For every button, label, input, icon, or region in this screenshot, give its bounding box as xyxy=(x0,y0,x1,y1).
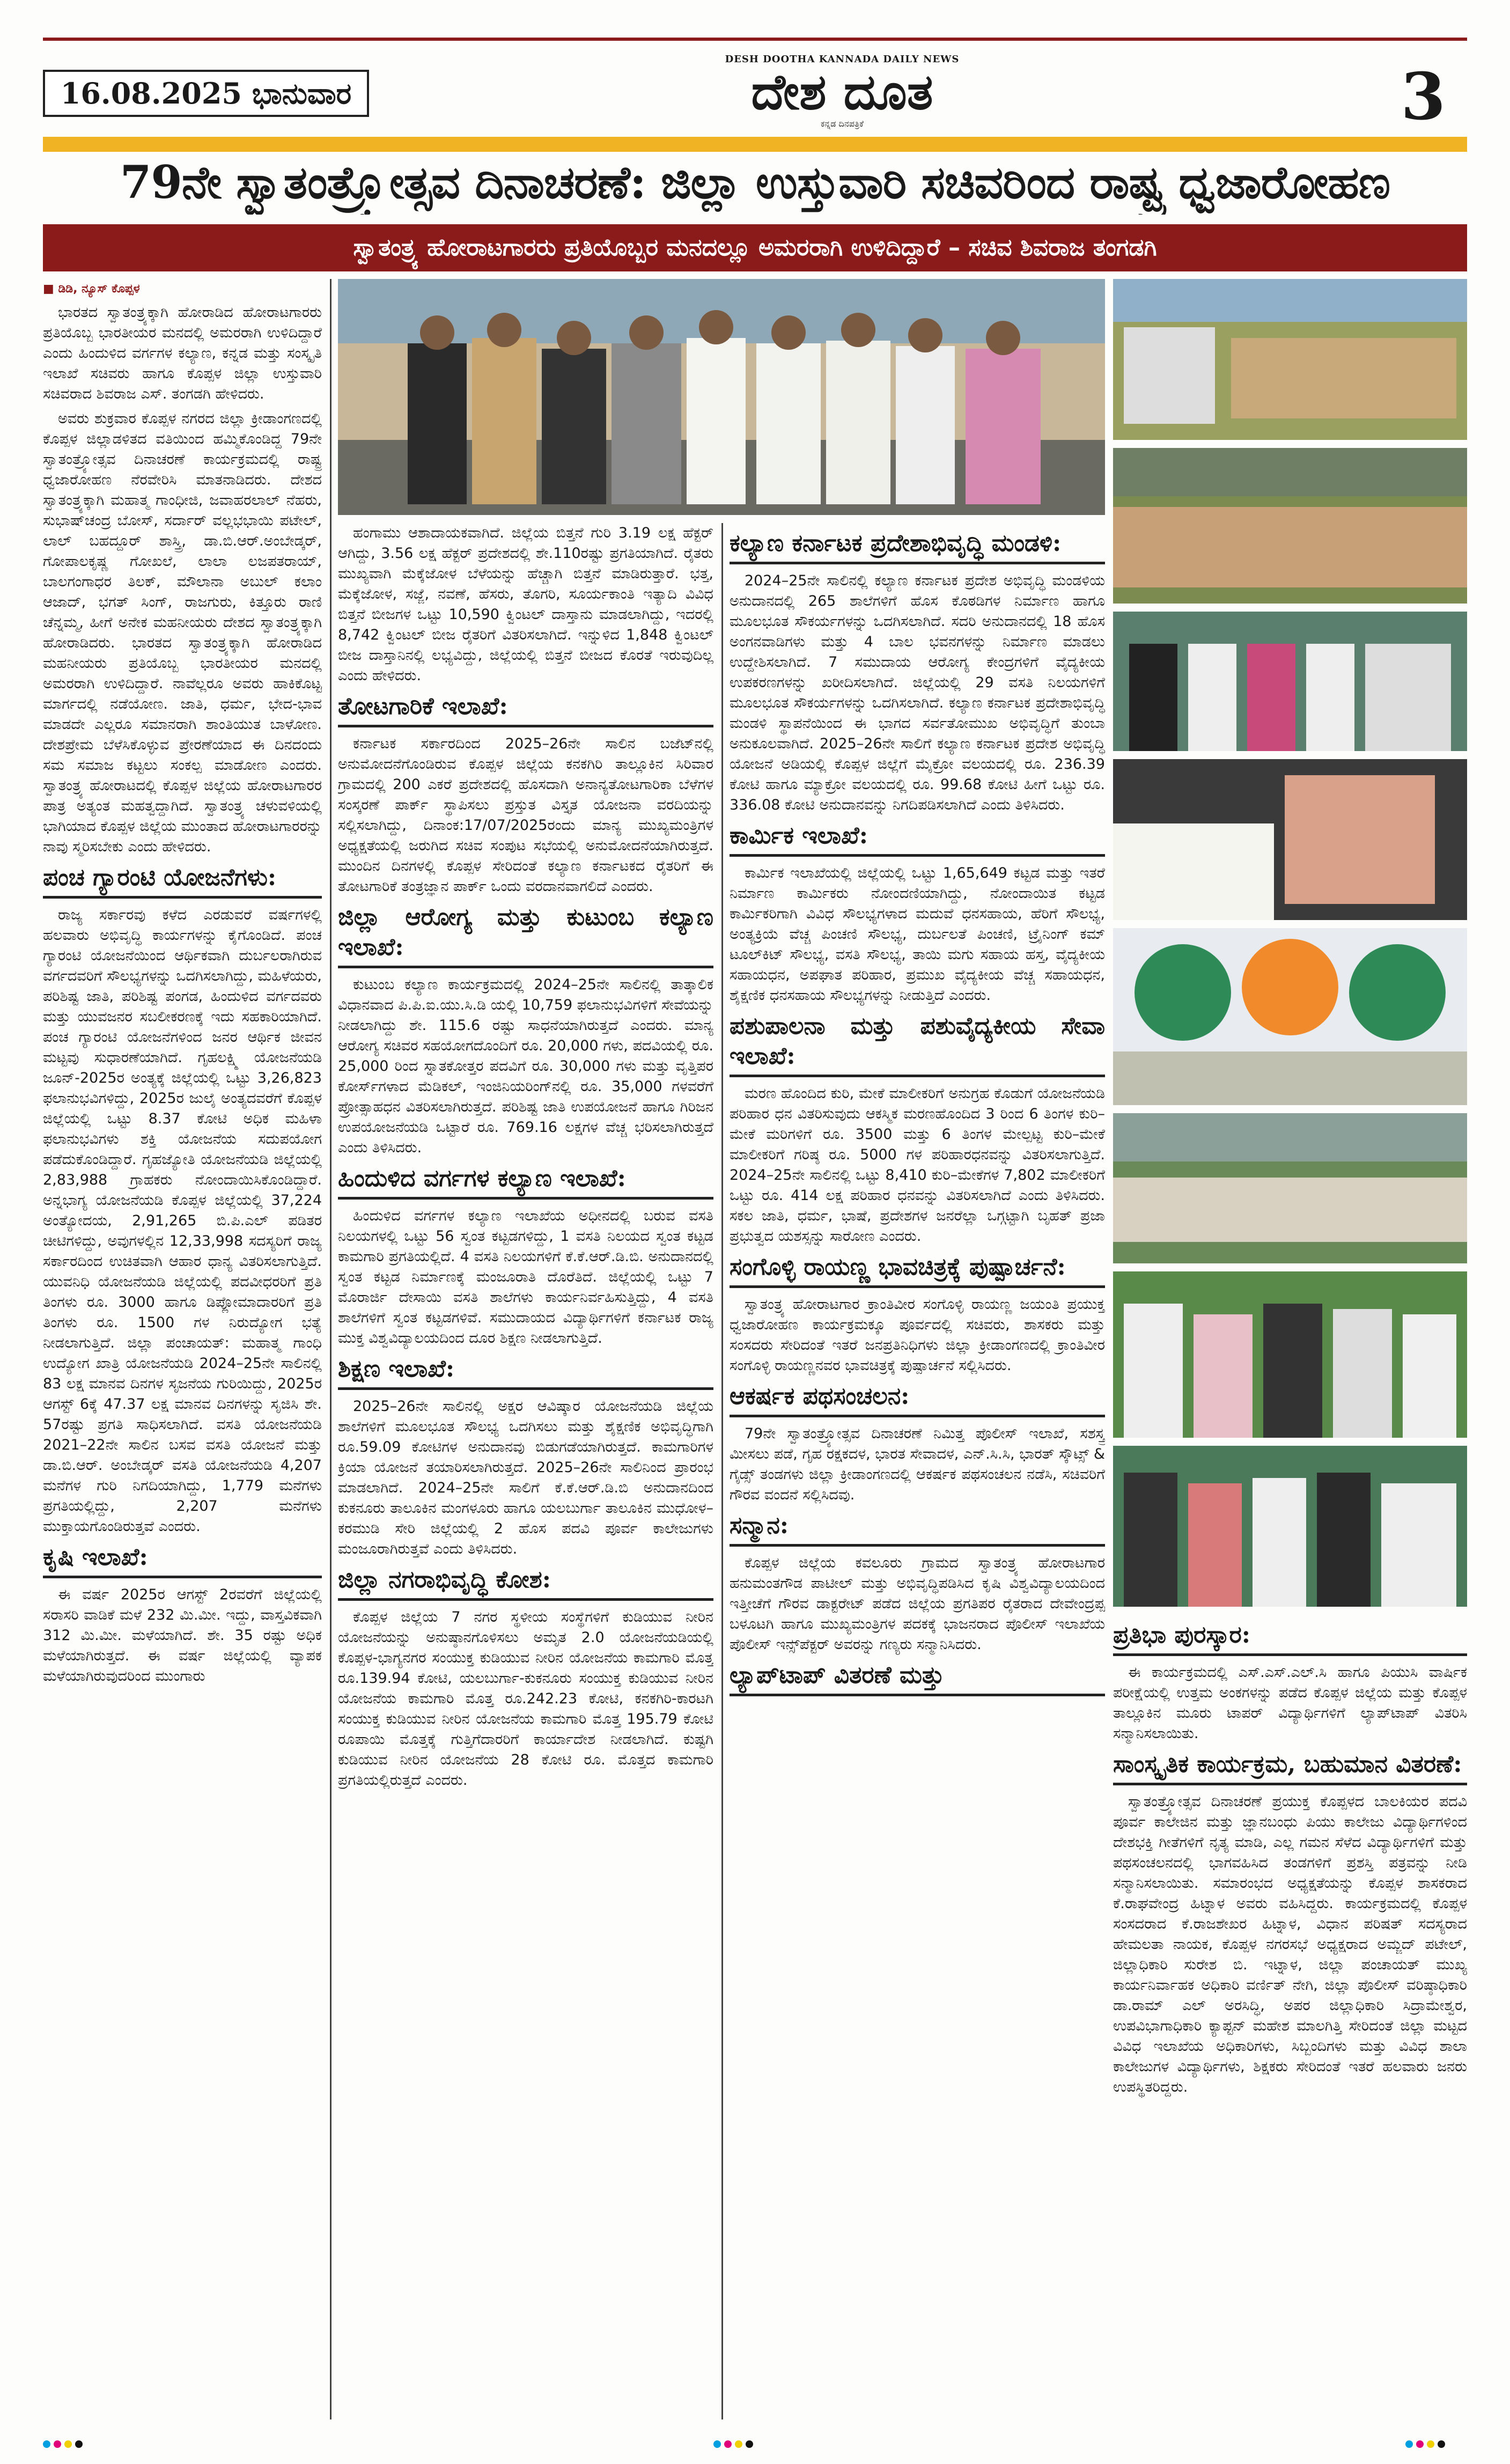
column-1 xyxy=(43,279,322,2425)
registration-dot xyxy=(746,2440,753,2448)
section-title-arogya: ಜಿಲ್ಲಾ ಆರೋಗ್ಯ ಮತ್ತು ಕುಟುಂಬ ಕಲ್ಯಾಣ ಇಲಾಖೆ: xyxy=(338,902,713,968)
section-text-sanskrutika: ಸ್ವಾತಂತ್ರ್ಯೋತ್ಸವ ದಿನಾಚರಣೆ ಪ್ರಯುಕ್ತ ಕೊಪ್ಪಳದ ಬಾಲಕಿಯರ ಪದವಿ ಪೂರ್ವ ಕಾಲೇಜಿನ ಮತ್ತು ಜ್ಞಾನಬಂಧು ಪಿಯು ಕಾಲೇಜು ವಿದ್ಯಾರ್ಥಿಗಳಿಂದ ದೇಶಭಕ್ತಿ ಗೀತೆಗಳಿಗೆ ನೃತ್ಯ ಮಾಡಿ, ಎಲ್ಲ ಗಮನ ಸೆಳೆದ ವಿದ್ಯಾರ್ಥಿಗಳಿಗೆ ಮತ್ತು ಪಥಸಂಚಲನದಲ್ಲಿ ಭಾಗವಹಿಸಿದ ತಂಡಗಳಿಗೆ ಪ್ರಶಸ್ತಿ ಪತ್ರವನ್ನು ನೀಡಿ ಸನ್ಮಾನಿಸಲಾಯಿತು. ಸಮಾರಂಭದ ಅಧ್ಯಕ್ಷತೆಯನ್ನು ಕೊಪ್ಪಳ ಶಾಸಕರಾದ ಕೆ.ರಾಘವೇಂದ್ರ ಹಿಟ್ನಾಳ ಅವರು ವಹಿಸಿದ್ದರು. ಕಾರ್ಯಕ್ರಮದಲ್ಲಿ ಕೊಪ್ಪಳ ಸಂಸದರಾದ ಕೆ.ರಾಜಶೇಖರ ಹಿಟ್ನಾಳ, ವಿಧಾನ ಪರಿಷತ್ ಸದಸ್ಯರಾದ ಹೇಮಲತಾ ನಾಯಕ, ಕೊಪ್ಪಳ ನಗರಸಭೆ ಅಧ್ಯಕ್ಷರಾದ ಅಮ್ಜದ್ ಪಟೇಲ್, ಜಿಲ್ಲಾಧಿಕಾರಿ ಸುರೇಶ ಬಿ. ಇಟ್ನಾಳ, ಜಿಲ್ಲಾ ಪಂಚಾಯತ್ ಮುಖ್ಯ ಕಾರ್ಯನಿರ್ವಾಹಕ ಅಧಿಕಾರಿ ವರ್ಣಿತ್ ನೇಗಿ, ಜಿಲ್ಲಾ ಪೊಲೀಸ್ ವರಿಷ್ಠಾಧಿಕಾರಿ ಡಾ.ರಾಮ್ ಎಲ್ ಅರಸಿದ್ಧಿ, ಅಪರ ಜಿಲ್ಲಾಧಿಕಾರಿ ಸಿದ್ರಾಮೇಶ್ವರ, ಉಪವಿಭಾಗಾಧಿಕಾರಿ ಕ್ಯಾಪ್ಟನ್ ಮಹೇಶ ಮಾಲಗಿತ್ತಿ ಸೇರಿದಂತೆ ಜಿಲ್ಲಾ ಮಟ್ಟದ ವಿವಿಧ ಇಲಾಖೆಯ ಅಧಿಕಾರಿಗಳು, ಸಿಬ್ಬಂದಿಗಳು ಮತ್ತು ವಿವಿಧ ಶಾಲಾ ಕಾಲೇಜುಗಳ ವಿದ್ಯಾರ್ಥಿಗಳು, ಶಿಕ್ಷಕರು ಸೇರಿದಂತೆ ಇತರೆ ಹಲವಾರು ಜನರು ಉಪಸ್ಥಿತರಿದ್ದರು. xyxy=(1113,1793,1467,2095)
column-2 xyxy=(338,523,713,2428)
intro-paragraph-1: ಭಾರತದ ಸ್ವಾತಂತ್ರ್ಯಕ್ಕಾಗಿ ಹೋರಾಡಿದ ಹೋರಾಟಗಾರರು ಪ್ರತಿಯೊಬ್ಬ ಭಾರತೀಯರ ಮನದಲ್ಲಿ ಅಮರರಾಗಿ ಉಳಿದಿದ್ದಾರೆ ಎಂದು ಹಿಂದುಳಿದ ವರ್ಗಗಳ ಕಲ್ಯಾಣ, ಕನ್ನಡ ಮತ್ತು ಸಂಸ್ಕೃತಿ ಇಲಾಖೆ ಸಚಿವರು ಹಾಗೂ ಕೊಪ್ಪಳ ಜಿಲ್ಲಾ ಉಸ್ತುವಾರಿ ಸಚಿವರಾದ ಶಿವರಾಜ ಎಸ್. ತಂಗಡಗಿ ಹೇಳಿದರು. xyxy=(43,304,322,402)
section-title-prathibha: ಪ್ರತಿಭಾ ಪುರಸ್ಕಾರ: xyxy=(1113,1620,1467,1656)
section-text-thotagarike: ಕರ್ನಾಟಕ ಸರ್ಕಾರದಿಂದ 2025–26ನೇ ಸಾಲಿನ ಬಜೆಟ್‌ನಲ್ಲಿ ಅನುಮೋದನೆಗೊಂಡಿರುವ ಕೊಪ್ಪಳ ಜಿಲ್ಲೆಯ ಕನಕಗಿರಿ ತಾಲ್ಲೂಕಿನ ಸಿರಿವಾರ ಗ್ರಾಮದಲ್ಲಿ 200 ಎಕರೆ ಪ್ರದೇಶದಲ್ಲಿ ಹೊಸದಾಗಿ ಅನಾನ್ಯತೋಟಗಾರಿಕಾ ಬೆಳೆಗಳ ಸಂಸ್ಕರಣೆ ಪಾರ್ಕ್ ಸ್ಥಾಪಿಸಲು ಪ್ರಸ್ತುತ ವಿಸ್ತೃತ ಯೋಜನಾ ವರದಿಯನ್ನು ಸಲ್ಲಿಸಲಾಗಿದ್ದು, ದಿನಾಂಕ:17/07/2025ರಂದು ಮಾನ್ಯ ಮುಖ್ಯಮಂತ್ರಿಗಳ ಅಧ್ಯಕ್ಷತೆಯಲ್ಲಿ ಜರುಗಿದ ಸಚಿವ ಸಂಪುಟ ಸಭೆಯಲ್ಲಿ ಅನುಮೋದನೆಯಾಗಿರುತ್ತದೆ. ಮುಂದಿನ ದಿನಗಳಲ್ಲಿ ಕೊಪ್ಪಳ ಸೇರಿದಂತೆ ಕಲ್ಯಾಣ ಕರ್ನಾಟಕದ ರೈತರಿಗೆ ಈ ತೋಟಗಾರಿಕೆ ತಂತ್ರಜ್ಞಾನ ಪಾರ್ಕ್ ಒಂದು ವರದಾನವಾಗಲಿದೆ ಎಂದರು. xyxy=(338,735,713,895)
sangolli-rayanna-tribute-photo-1 xyxy=(1113,612,1467,751)
section-text-pashupalana: ಮರಣ ಹೊಂದಿದ ಕುರಿ, ಮೇಕೆ ಮಾಲೀಕರಿಗೆ ಅನುಗ್ರಹ ಕೊಡುಗೆ ಯೋಜನೆಯಡಿ ಪರಿಹಾರ ಧನ ವಿತರಿಸುವುದು ಆಕಸ್ಮಿಕ ಮರಣಹೊಂದಿದ 3 ರಿಂದ 6 ತಿಂಗಳ ಕುರಿ–ಮೇಕೆ ಮರಿಗಳಿಗೆ ರೂ. 3500 ಮತ್ತು 6 ತಿಂಗಳ ಮೇಲ್ಪಟ್ಟ ಕುರಿ–ಮೇಕೆ ಮಾಲೀಕರಿಗೆ ಗರಿಷ್ಠ ರೂ. 5000 ಗಳ ಪರಿಹಾರಧನವನ್ನು ವಿತರಿಸಲಾಗುತ್ತಿದೆ. 2024–25ನೇ ಸಾಲಿನಲ್ಲಿ ಒಟ್ಟು 8,410 ಕುರಿ–ಮೇಕೆಗಳ 7,802 ಮಾಲೀಕರಿಗೆ ಒಟ್ಟು ರೂ. 414 ಲಕ್ಷ ಪರಿಹಾರ ಧನವನ್ನು ವಿತರಿಸಲಾಗಿದೆ ಎಂದು ತಿಳಿಸಿದರು. ಸಕಲ ಜಾತಿ, ಧರ್ಮ, ಭಾಷೆ, ಪ್ರದೇಶಗಳ ಜನರೆಲ್ಲಾ ಒಗ್ಗಟ್ಟಾಗಿ ಬೃಹತ್ ಪ್ರಜಾ ಪ್ರಭುತ್ವದ ಯಶಸ್ಸನ್ನು ಸಾರೋಣ ಎಂದರು. xyxy=(730,1085,1105,1245)
cultural-dance-photo xyxy=(1113,928,1467,1105)
sub-headline: ಸ್ವಾತಂತ್ರ್ಯ ಹೋರಾಟಗಾರರು ಪ್ರತಿಯೊಬ್ಬರ ಮನದಲ್ಲೂ ಅಮರರಾಗಿ ಉಳಿದಿದ್ದಾರೆ – ಸಚಿವ ಶಿವರಾಜ ತಂಗಡಗಿ xyxy=(43,224,1467,271)
parade-photo-1 xyxy=(1113,279,1467,440)
issue-date: 16.08.2025 ಭಾನುವಾರ xyxy=(43,70,369,117)
section-text-pancha-guarantee: ರಾಜ್ಯ ಸರ್ಕಾರವು ಕಳೆದ ಎರಡುವರೆ ವರ್ಷಗಳಲ್ಲಿ ಹಲವಾರು ಅಭಿವೃದ್ಧಿ ಕಾರ್ಯಗಳನ್ನು ಕೈಗೊಂಡಿದೆ. ಪಂಚ ಗ್ಯಾರಂಟಿ ಯೋಜನೆಯಿಂದ ಆರ್ಥಿಕವಾಗಿ ದುರ್ಬಲರಾಗಿರುವ ವರ್ಗದವರಿಗೆ ಸೌಲಭ್ಯಗಳನ್ನು ಒದಗಿಸಲಾಗಿದ್ದು, ಮಹಿಳೆಯರು, ಪರಿಶಿಷ್ಟ ಜಾತಿ, ಪರಿಶಿಷ್ಟ ಪಂಗಡ, ಹಿಂದುಳಿದ ವರ್ಗದವರು ಮತ್ತು ಯುವಜನರ ಸಬಲೀಕರಣಕ್ಕೆ ಇದು ಸಹಕಾರಿಯಾಗಿದೆ. ಪಂಚ ಗ್ಯಾರಂಟಿ ಯೋಜನೆಗಳಿಂದ ಜನರ ಆರ್ಥಿಕ ಜೀವನ ಮಟ್ಟವು ಸುಧಾರಣೆಯಾಗಿದೆ. ಗೃಹಲಕ್ಷ್ಮಿ ಯೋಜನೆಯಡಿ ಜೂನ್-2025ರ ಅಂತ್ಯಕ್ಕೆ ಜಿಲ್ಲೆಯಲ್ಲಿ ಒಟ್ಟು 3,26,823 ಫಲಾನುಭವಿಗಳಿದ್ದು, 2025ರ ಜುಲೈ ಅಂತ್ಯದವರೆಗೆ ಕೊಪ್ಪಳ ಜಿಲ್ಲೆಯಲ್ಲಿ ಒಟ್ಟು 8.37 ಕೋಟಿ ಅಧಿಕ ಮಹಿಳಾ ಫಲಾನುಭವಿಗಳು ಶಕ್ತಿ ಯೋಜನೆಯ ಸದುಪಯೋಗ ಪಡೆದುಕೊಂಡಿದ್ದಾರೆ. ಗೃಹಜ್ಯೋತಿ ಯೋಜನೆಯಡಿ ಜಿಲ್ಲೆಯಲ್ಲಿ 2,83,988 ಗ್ರಾಹಕರು ನೋಂದಾಯಿಸಿಕೊಂಡಿದ್ದಾರೆ. ಅನ್ನಭಾಗ್ಯ ಯೋಜನೆಯಡಿ ಕೊಪ್ಪಳ ಜಿಲ್ಲೆಯಲ್ಲಿ 37,224 ಅಂತ್ಯೋದಯ, 2,91,265 ಬಿ.ಪಿ.ಎಲ್ ಪಡಿತರ ಚೀಟಿಗಳಿದ್ದು, ಅವುಗಳಲ್ಲಿನ 12,33,998 ಸದಸ್ಯರಿಗೆ ರಾಜ್ಯ ಸರ್ಕಾರದಿಂದ ಉಚಿತವಾಗಿ ಆಹಾರ ಧಾನ್ಯ ವಿತರಿಸಲಾಗುತ್ತಿದೆ. ಯುವನಿಧಿ ಯೋಜನೆಯಡಿ ಜಿಲ್ಲೆಯಲ್ಲಿ ಪದವೀಧರರಿಗೆ ಪ್ರತಿ ತಿಂಗಳು ರೂ. 3000 ಹಾಗೂ ಡಿಪ್ಲೋಮಾದಾರರಿಗೆ ಪ್ರತಿ ತಿಂಗಳು ರೂ. 1500 ಗಳ ನಿರುದ್ಯೋಗ ಭತ್ಯೆ ನೀಡಲಾಗುತ್ತಿದೆ. ಜಿಲ್ಲಾ ಪಂಚಾಯತ್: ಮಹಾತ್ಮ ಗಾಂಧಿ ಉದ್ಯೋಗ ಖಾತ್ರಿ ಯೋಜನೆಯಡಿ 2024–25ನೇ ಸಾಲಿನಲ್ಲಿ 83 ಲಕ್ಷ ಮಾನವ ದಿನಗಳ ಸೃಜನೆಯ ಗುರಿಯಿದ್ದು, 2025ರ ಆಗಸ್ಟ್ 6ಕ್ಕೆ 47.37 ಲಕ್ಷ ಮಾನವ ದಿನಗಳನ್ನು ಸೃಜಿಸಿ ಶೇ. 57ರಷ್ಟು ಪ್ರಗತಿ ಸಾಧಿಸಲಾಗಿದೆ. ವಸತಿ ಯೋಜನೆಯಡಿ 2021–22ನೇ ಸಾಲಿನ ಬಸವ ವಸತಿ ಯೋಜನೆ ಮತ್ತು ಡಾ.ಬಿ.ಆರ್. ಅಂಬೇಡ್ಕರ್ ವಸತಿ ಯೋಜನೆಯಡಿ 4,207 ಮನೆಗಳ ಗುರಿ ನಿಗದಿಯಾಗಿದ್ದು, 1,779 ಮನೆಗಳು ಪ್ರಗತಿಯಲ್ಲಿದ್ದು, 2,207 ಮನೆಗಳು ಮುಕ್ತಾಯಗೊಂಡಿರುತ್ತವೆ ಎಂದರು. xyxy=(43,907,322,1535)
column-divider xyxy=(721,523,723,2419)
section-text-krushi: ಈ ವರ್ಷ 2025ರ ಆಗಸ್ಟ್ 2ರವರೆಗೆ ಜಿಲ್ಲೆಯಲ್ಲಿ ಸರಾಸರಿ ವಾಡಿಕೆ ಮಳೆ 232 ಮಿ.ಮೀ. ಇದ್ದು, ವಾಸ್ತವಿಕವಾಗಿ 312 ಮಿ.ಮೀ. ಮಳೆಯಾಗಿದೆ. ಶೇ. 35 ರಷ್ಟು ಅಧಿಕ ಮಳೆಯಾಗಿರುತ್ತದೆ. ಈ ವರ್ಷ ಜಿಲ್ಲೆಯಲ್ಲಿ ವ್ಯಾಪಕ ಮಳೆಯಾಗಿರುವುದರಿಂದ ಮುಂಗಾರು xyxy=(43,1586,322,1685)
parade-photo-2 xyxy=(1113,448,1467,604)
section-title-laptop: ಲ್ಯಾಪ್‌ಟಾಪ್ ವಿತರಣೆ ಮತ್ತು xyxy=(730,1660,1105,1696)
section-text-nagarabhivruddhi: ಕೊಪ್ಪಳ ಜಿಲ್ಲೆಯ 7 ನಗರ ಸ್ಥಳೀಯ ಸಂಸ್ಥೆಗಳಿಗೆ ಕುಡಿಯುವ ನೀರಿನ ಯೋಜನೆಯನ್ನು ಅನುಷ್ಠಾನಗೊಳಿಸಲು ಅಮೃತ 2.0 ಯೋಜನೆಯಡಿಯಲ್ಲಿ ಕೊಪ್ಪಳ-ಭಾಗ್ಯನಗರ ಸಂಯುಕ್ತ ಕುಡಿಯುವ ನೀರಿನ ಯೋಜನೆಯ ಕಾಮಗಾರಿ ಮೊತ್ತ ರೂ.139.94 ಕೋಟಿ, ಯಲಬುರ್ಗಾ-ಕುಕನೂರು ಸಂಯುಕ್ತ ಕುಡಿಯುವ ನೀರಿನ ಯೋಜನೆಯ ಕಾಮಗಾರಿ ಮೊತ್ತ ರೂ.242.23 ಕೋಟಿ, ಕನಕಗಿರಿ-ಕಾರಟಗಿ ಸಂಯುಕ್ತ ಕುಡಿಯುವ ನೀರಿನ ಯೋಜನೆಯ ಕಾಮಗಾರಿ ಮೊತ್ತ 195.79 ಕೋಟಿ ರೂಪಾಯಿ ಮೊತ್ತಕ್ಕೆ ಗುತ್ತಿಗೆದಾರರಿಗೆ ಕಾರ್ಯಾದೇಶ ನೀಡಲಾಗಿದೆ. ಕುಷ್ಟಗಿ ಕುಡಿಯುವ ನೀರಿನ ಯೋಜನೆಯ 28 ಕೋಟಿ ರೂ. ಮೊತ್ತದ ಕಾಮಗಾರಿ ಪ್ರಗತಿಯಲ್ಲಿರುತ್ತದೆ ಎಂದರು. xyxy=(338,1609,713,1789)
brand-english-name: DESH DOOTHA KANNADA DAILY NEWS xyxy=(725,54,960,65)
byline: ■ ಡಿಡಿ, ನ್ಯೂಸ್ ಕೊಪ್ಪಳ xyxy=(43,282,140,296)
masthead xyxy=(43,54,1467,134)
laptop-distribution-photo-2 xyxy=(1113,1446,1467,1607)
section-text-hindulida: ಹಿಂದುಳಿದ ವರ್ಗಗಳ ಕಲ್ಯಾಣ ಇಲಾಖೆಯ ಅಧೀನದಲ್ಲಿ ಬರುವ ವಸತಿ ನಿಲಯಗಳಲ್ಲಿ ಒಟ್ಟು 56 ಸ್ವಂತ ಕಟ್ಟಡಗಳಿದ್ದು, 1 ವಸತಿ ನಿಲಯದ ಸ್ವಂತ ಕಟ್ಟಡ ಕಾಮಗಾರಿ ಪ್ರಗತಿಯಲ್ಲಿದೆ. 4 ವಸತಿ ನಿಲಯಗಳಿಗೆ ಕೆ.ಕೆ.ಆರ್.ಡಿ.ಬಿ. ಅನುದಾನದಲ್ಲಿ ಸ್ವಂತ ಕಟ್ಟಡ ನಿರ್ಮಾಣಕ್ಕೆ ಮಂಜೂರಾತಿ ದೊರೆತಿದೆ. ಜಿಲ್ಲೆಯಲ್ಲಿ ಒಟ್ಟು 7 ಮೊರಾರ್ಜಿ ದೇಸಾಯಿ ವಸತಿ ಶಾಲೆಗಳು ಕಾರ್ಯನಿರ್ವಹಿಸುತ್ತಿದ್ದು, 4 ವಸತಿ ಶಾಲೆಗಳಿಗೆ ಸ್ವಂತ ಕಟ್ಟಡಗಳಿವೆ. ಸಮುದಾಯದ ವಿದ್ಯಾರ್ಥಿಗಳಿಗೆ ಕರ್ನಾಟಕ ರಾಜ್ಯ ಮುಕ್ತ ವಿಶ್ವವಿದ್ಯಾಲಯದಿಂದ ದೂರ ಶಿಕ್ಷಣ ನೀಡಲಾಗುತ್ತಿದೆ. xyxy=(338,1208,713,1347)
main-headline: 79ನೇ ಸ್ವಾತಂತ್ರ್ಯೋತ್ಸವ ದಿನಾಚರಣೆ: ಜಿಲ್ಲಾ ಉಸ್ತುವಾರಿ ಸಚಿವರಿಂದ ರಾಷ್ಟ್ರ ಧ್ವಜಾರೋಹಣ xyxy=(120,156,1390,209)
top-rule xyxy=(43,38,1467,41)
section-text-krushi-continued: ಹಂಗಾಮು ಆಶಾದಾಯಕವಾಗಿದೆ. ಜಿಲ್ಲೆಯ ಬಿತ್ತನೆ ಗುರಿ 3.19 ಲಕ್ಷ ಹೆಕ್ಟರ್ ಆಗಿದ್ದು, 3.56 ಲಕ್ಷ ಹೆಕ್ಟರ್ ಪ್ರದೇಶದಲ್ಲಿ ಶೇ.110ರಷ್ಟು ಪ್ರಗತಿಯಾಗಿದೆ. ರೈತರು ಮುಖ್ಯವಾಗಿ ಮೆಕ್ಕೆಜೋಳ ಬೆಳೆಯನ್ನು ಹೆಚ್ಚಾಗಿ ಬಿತ್ತನೆ ಮಾಡಿರುತ್ತಾರೆ. ಭತ್ತ, ಮೆಕ್ಕೆಜೋಳ, ಸಜ್ಜೆ, ನವಣೆ, ಹೆಸರು, ತೊಗರಿ, ಸೂರ್ಯಕಾಂತಿ ಇತ್ಯಾದಿ ವಿವಿಧ ಬಿತ್ತನೆ ಬೀಜಗಳ ಒಟ್ಟು 10,590 ಕ್ವಿಂಟಲ್ ದಾಸ್ತಾನು ಮಾಡಲಾಗಿದ್ದು, ಇದರಲ್ಲಿ 8,742 ಕ್ವಿಂಟಲ್ ಬೀಜ ರೈತರಿಗೆ ವಿತರಿಸಲಾಗಿದೆ. ಇನ್ನುಳಿದ 1,848 ಕ್ವಿಂಟಲ್ ಬೀಜ ದಾಸ್ತಾನಿನಲ್ಲಿ ಲಭ್ಯವಿದ್ದು, ಜಿಲ್ಲೆಯಲ್ಲಿ ಬಿತ್ತನೆ ಬೀಜದ ಕೊರತೆ ಇರುವುದಿಲ್ಲ ಎಂದು ಹೇಳಿದರು. xyxy=(338,525,713,684)
section-text-sanmana: ಕೊಪ್ಪಳ ಜಿಲ್ಲೆಯ ಕವಲೂರು ಗ್ರಾಮದ ಸ್ವಾತಂತ್ರ್ಯ ಹೋರಾಟಗಾರ ಹನುಮಂತಗೌಡ ಪಾಟೀಲ್ ಮತ್ತು ಅಭಿವೃದ್ಧಿಪಡಿಸಿದ ಕೃಷಿ ವಿಶ್ವವಿದ್ಯಾಲಯದಿಂದ ಇತ್ತೀಚೆಗೆ ಗೌರವ ಡಾಕ್ಟರೇಟ್ ಪಡೆದ ಜಿಲ್ಲೆಯ ಪ್ರಗತಿಪರ ರೈತರಾದ ದೇವೇಂದ್ರಪ್ಪ ಬಳೂಟಗಿ ಹಾಗೂ ಮುಖ್ಯಮಂತ್ರಿಗಳ ಪದಕಕ್ಕೆ ಭಾಜನರಾದ ಪೊಲೀಸ್ ಇಲಾಖೆಯ ಪೊಲೀಸ್ ಇನ್ಸ್‌ಪೆಕ್ಟರ್ ಅವರನ್ನು ಗಣ್ಯರು ಸನ್ಮಾನಿಸಿದರು. xyxy=(730,1555,1105,1653)
section-title-hindulida: ಹಿಂದುಳಿದ ವರ್ಗಗಳ ಕಲ್ಯಾಣ ಇಲಾಖೆ: xyxy=(338,1164,713,1200)
column-4 xyxy=(1113,1615,1467,2425)
section-title-sanskrutika: ಸಾಂಸ್ಕೃತಿಕ ಕಾರ್ಯಕ್ರಮ, ಬಹುಮಾನ ವಿತರಣೆ: xyxy=(1113,1749,1467,1785)
section-title-pathasanchalana: ಆಕರ್ಷಕ ಪಥಸಂಚಲನ: xyxy=(730,1381,1105,1417)
section-text-pathasanchalana: 79ನೇ ಸ್ವಾತಂತ್ರ್ಯೋತ್ಸವ ದಿನಾಚರಣೆ ನಿಮಿತ್ತ ಪೊಲೀಸ್ ಇಲಾಖೆ, ಸಶಸ್ತ್ರ ಮೀಸಲು ಪಡೆ, ಗೃಹ ರಕ್ಷಕದಳ, ಭಾರತ ಸೇವಾದಳ, ಎನ್.ಸಿ.ಸಿ, ಭಾರತ್ ಸ್ಕೌಟ್ಸ್ & ಗೈಡ್ಸ್ ತಂಡಗಳು ಜಿಲ್ಲಾ ಕ್ರೀಡಾಂಗಣದಲ್ಲಿ ಆಕರ್ಷಕ ಪಥಸಂಚಲನ ನಡೆಸಿ, ಸಚಿವರಿಗೆ ಗೌರವ ವಂದನೆ ಸಲ್ಲಿಸಿದವು. xyxy=(730,1425,1105,1503)
column-divider xyxy=(330,279,332,2419)
registration-marks-right xyxy=(1405,2440,1448,2448)
section-title-karmika: ಕಾರ್ಮಿಕ ಇಲಾಖೆ: xyxy=(730,821,1105,857)
section-text-prathibha: ಈ ಕಾರ್ಯಕ್ರಮದಲ್ಲಿ ಎಸ್.ಎಸ್.ಎಲ್.ಸಿ ಹಾಗೂ ಪಿಯುಸಿ ವಾರ್ಷಿಕ ಪರೀಕ್ಷೆಯಲ್ಲಿ ಉತ್ತಮ ಅಂಕಗಳನ್ನು ಪಡೆದ ಕೊಪ್ಪಳ ಜಿಲ್ಲೆಯ ಮತ್ತು ಕೊಪ್ಪಳ ತಾಲ್ಲೂಕಿನ ಮೂರು ಟಾಪರ್ ವಿದ್ಯಾರ್ಥಿಗಳಿಗೆ ಲ್ಯಾಪ್‌ಟಾಪ್ ವಿತರಿಸಿ ಸನ್ಮಾನಿಸಲಾಯಿತು. xyxy=(1113,1664,1467,1742)
registration-dot xyxy=(43,2440,50,2448)
section-text-karmika: ಕಾರ್ಮಿಕ ಇಲಾಖೆಯಲ್ಲಿ ಜಿಲ್ಲೆಯಲ್ಲಿ ಒಟ್ಟು 1,65,649 ಕಟ್ಟಡ ಮತ್ತು ಇತರೆ ನಿರ್ಮಾಣ ಕಾರ್ಮಿಕರು ನೋಂದಣಿಯಾಗಿದ್ದು, ನೋಂದಾಯಿತ ಕಟ್ಟಡ ಕಾರ್ಮಿಕರಿಗಾಗಿ ವಿವಿಧ ಸೌಲಭ್ಯಗಳಾದ ಮದುವೆ ಧನಸಹಾಯ, ಹೆರಿಗೆ ಸೌಲಭ್ಯ, ಅಂತ್ಯಕ್ರಿಯೆ ವೆಚ್ಚ ಪಿಂಚಣಿ ಸೌಲಭ್ಯ, ದುರ್ಬಲತೆ ಪಿಂಚಣಿ, ಟ್ರೈನಿಂಗ್ ಕಮ್ ಟೂಲ್‌ಕಿಟ್ ಸೌಲಭ್ಯ, ವಸತಿ ಸೌಲಭ್ಯ, ತಾಯಿ ಮಗು ಸಹಾಯ ಹಸ್ತ, ವೈದ್ಯಕೀಯ ಸಹಾಯಧನ, ಅಪಘಾತ ಪರಿಹಾರ, ಪ್ರಮುಖ ವೈದ್ಯಕೀಯ ವೆಚ್ಚ ಸಹಾಯಧನ, ಶೈಕ್ಷಣಿಕ ಧನಸಹಾಯ ಸೌಲಭ್ಯಗಳನ್ನು ನೀಡುತ್ತಿದೆ ಎಂದರು. xyxy=(730,865,1105,1004)
registration-dot xyxy=(713,2440,721,2448)
newspaper-brand xyxy=(681,54,1003,134)
masthead-color-bar xyxy=(43,137,1467,152)
section-title-krushi: ಕೃಷಿ ಇಲಾಖೆ: xyxy=(43,1542,322,1578)
intro-paragraph-2: ಅವರು ಶುಕ್ರವಾರ ಕೊಪ್ಪಳ ನಗರದ ಜಿಲ್ಲಾ ಕ್ರೀಡಾಂಗಣದಲ್ಲಿ ಕೊಪ್ಪಳ ಜಿಲ್ಲಾಡಳಿತದ ವತಿಯಿಂದ ಹಮ್ಮಿಕೊಂಡಿದ್ದ 79ನೇ ಸ್ವಾತಂತ್ರ್ಯೋತ್ಸವ ದಿನಾಚರಣೆ ಕಾರ್ಯಕ್ರಮದಲ್ಲಿ ರಾಷ್ಟ್ರ ಧ್ವಜಾರೋಹಣ ನೆರವೇರಿಸಿ ಮಾತನಾಡಿದರು. ದೇಶದ ಸ್ವಾತಂತ್ರ್ಯಕ್ಕಾಗಿ ಮಹಾತ್ಮ ಗಾಂಧೀಜಿ, ಜವಾಹರಲಾಲ್ ನೆಹರು, ಸುಭಾಷ್‌ಚಂದ್ರ ಬೋಸ್, ಸರ್ದಾರ್ ವಲ್ಲಭಭಾಯಿ ಪಟೇಲ್, ಲಾಲ್ ಬಹದ್ದೂರ್ ಶಾಸ್ತ್ರಿ, ಡಾ.ಬಿ.ಆರ್.ಅಂಬೇಡ್ಕರ್, ಗೋಪಾಲಕೃಷ್ಣ ಗೋಖಲೆ, ಲಾಲಾ ಲಜಪತರಾಯ್, ಬಾಲಗಂಗಾಧರ ತಿಲಕ್, ಮೌಲಾನಾ ಅಬುಲ್ ಕಲಾಂ ಆಜಾದ್, ಭಗತ್ ಸಿಂಗ್, ರಾಜಗುರು, ಕಿತ್ತೂರು ರಾಣಿ ಚೆನ್ನಮ್ಮ, ಹೀಗೆ ಅನೇಕ ಮಹನೀಯರು ದೇಶದ ಸ್ವಾತಂತ್ರ್ಯಕ್ಕಾಗಿ ಹೋರಾಡಿದರು. ಭಾರತದ ಸ್ವಾತಂತ್ರ್ಯಕ್ಕಾಗಿ ಹೋರಾಡಿದ ಮಹನೀಯರು ಪ್ರತಿಯೊಬ್ಬ ಭಾರತೀಯರ ಮನದಲ್ಲಿ ಅಮರರಾಗಿ ಉಳಿದಿದ್ದಾರೆ. ನಾವೆಲ್ಲರೂ ಅವರು ಹಾಕಿಕೊಟ್ಟ ಮಾರ್ಗದಲ್ಲಿ ನಡೆಯೋಣ. ಜಾತಿ, ಧರ್ಮ, ಭೇದ-ಭಾವ ಮಾಡದೇ ಎಲ್ಲರೂ ಸಮಾನರಾಗಿ ಶಾಂತಿಯುತ ಬಾಳೋಣ. ದೇಶಪ್ರೇಮ ಬೆಳೆಸಿಕೊಳ್ಳುವ ಪ್ರೇರಣೆಯಾದ ಈ ದಿನದಂದು ಸಮ ಸಮಾಜ ಕಟ್ಟಲು ಸಂಕಲ್ಪ ಮಾಡೋಣ ಎಂದರು. ಸ್ವಾತಂತ್ರ್ಯ ಹೋರಾಟದಲ್ಲಿ ಕೊಪ್ಪಳ ಜಿಲ್ಲೆಯ ಹೋರಾಟಗಾರರ ಪಾತ್ರ ಅತ್ಯಂತ ಮಹತ್ವದ್ದಾಗಿದೆ. ಸ್ವಾತಂತ್ರ್ಯ ಚಳುವಳಿಯಲ್ಲಿ ಭಾಗಿಯಾದ ಕೊಪ್ಪಳ ಜಿಲ್ಲೆಯ ಮುಂತಾದ ಹೋರಾಟಗಾರರನ್ನು ನಾವು ಸ್ಮರಿಸಬೇಕು ಎಂದು ಹೇಳಿದರು. xyxy=(43,410,322,855)
section-title-pancha-guarantee: ಪಂಚ ಗ್ಯಾರಂಟಿ ಯೋಜನೆಗಳು: xyxy=(43,863,322,899)
section-title-thotagarike: ತೋಟಗಾರಿಕೆ ಇಲಾಖೆ: xyxy=(338,692,713,727)
flag-hoisting-photo xyxy=(338,279,1105,515)
section-title-pashupalana: ಪಶುಪಾಲನಾ ಮತ್ತು ಪಶುವೈದ್ಯಕೀಯ ಸೇವಾ ಇಲಾಖೆ: xyxy=(730,1011,1105,1077)
brand-tagline: ಕನ್ನಡ ದಿನಪತ್ರಿಕೆ xyxy=(820,119,864,129)
students-performance-photo xyxy=(1113,1113,1467,1263)
registration-dot xyxy=(724,2440,732,2448)
registration-dot xyxy=(1438,2440,1445,2448)
registration-dot xyxy=(1405,2440,1413,2448)
brand-logo: ದೇಶ ದೂತ xyxy=(751,63,933,121)
section-text-sangolli: ಸ್ವಾತಂತ್ರ್ಯ ಹೋರಾಟಗಾರ ಕ್ರಾಂತಿವೀರ ಸಂಗೊಳ್ಳಿ ರಾಯಣ್ಣ ಜಯಂತಿ ಪ್ರಯುಕ್ತ ಧ್ವಜಾರೋಹಣ ಕಾರ್ಯಕ್ರಮಕ್ಕೂ ಪೂರ್ವದಲ್ಲಿ ಸಚಿವರು, ಶಾಸಕರು ಮತ್ತು ಸಂಸದರು ಸೇರಿದಂತೆ ಇತರೆ ಜನಪ್ರತಿನಿಧಿಗಳು ಜಿಲ್ಲಾ ಕ್ರೀಡಾಂಗಣದಲ್ಲಿ ಕ್ರಾಂತಿವೀರ ಸಂಗೊಳ್ಳಿ ರಾಯಣ್ಣನವರ ಭಾವಚಿತ್ರಕ್ಕೆ ಪುಷ್ಪಾರ್ಚನೆ ಸಲ್ಲಿಸಿದರು. xyxy=(730,1296,1105,1374)
registration-dot xyxy=(75,2440,83,2448)
section-title-kalyana-karnataka: ಕಲ್ಯಾಣ ಕರ್ನಾಟಕ ಪ್ರದೇಶಾಭಿವೃದ್ಧಿ ಮಂಡಳಿ: xyxy=(730,528,1105,564)
registration-marks-center xyxy=(713,2440,756,2448)
laptop-distribution-photo-1 xyxy=(1113,1271,1467,1438)
section-title-sanmana: ಸನ್ಮಾನ: xyxy=(730,1511,1105,1547)
section-text-shikshana: 2025–26ನೇ ಸಾಲಿನಲ್ಲಿ ಅಕ್ಷರ ಆವಿಷ್ಕಾರ ಯೋಜನೆಯಡಿ ಜಿಲ್ಲೆಯ ಶಾಲೆಗಳಿಗೆ ಮೂಲಭೂತ ಸೌಲಭ್ಯ ಒದಗಿಸಲು ಮತ್ತು ಶೈಕ್ಷಣಿಕ ಅಭಿವೃದ್ಧಿಗಾಗಿ ರೂ.59.09 ಕೋಟಿಗಳ ಅನುದಾನವು ಬಿಡುಗಡೆಯಾಗಿರುತ್ತದೆ. ಕಾಮಗಾರಿಗಳ ಕ್ರಿಯಾ ಯೋಜನೆ ತಯಾರಿಸಲಾಗಿರುತ್ತದೆ. 2025–26ನೇ ಸಾಲಿನಿಂದ ಪ್ರಾರಂಭ ಮಾಡಲಾಗಿದೆ. 2024–25ನೇ ಸಾಲಿಗೆ ಕೆ.ಕೆ.ಆರ್.ಡಿ.ಬಿ ಅನುದಾನದಿಂದ ಕುಕನೂರು ತಾಲೂಕಿನ ಮಂಗಳೂರು ಹಾಗೂ ಯಲಬುರ್ಗಾ ತಾಲೂಕಿನ ಮುಧೋಳ–ಕರಮುಡಿ ಸೇರಿ ಜಿಲ್ಲೆಯಲ್ಲಿ 2 ಹೊಸ ಪದವಿ ಪೂರ್ವ ಕಾಲೇಜುಗಳು ಮಂಜೂರಾಗಿರುತ್ತವೆ ಎಂದು ತಿಳಿಸಿದರು. xyxy=(338,1398,713,1557)
page-number: 3 xyxy=(1401,59,1446,135)
section-title-nagarabhivruddhi: ಜಿಲ್ಲಾ ನಗರಾಭಿವೃದ್ಧಿ ಕೋಶ: xyxy=(338,1565,713,1601)
column-3 xyxy=(730,523,1105,2428)
registration-dot xyxy=(1416,2440,1424,2448)
section-text-arogya: ಕುಟುಂಬ ಕಲ್ಯಾಣ ಕಾರ್ಯಕ್ರಮದಲ್ಲಿ 2024–25ನೇ ಸಾಲಿನಲ್ಲಿ ತಾತ್ಕಾಲಿಕ ವಿಧಾನವಾದ ಪಿ.ಪಿ.ಐ.ಯು.ಸಿ.ಡಿ ಯಲ್ಲಿ 10,759 ಫಲಾನುಭವಿಗಳಿಗೆ ಸೇವೆಯನ್ನು ನೀಡಲಾಗಿದ್ದು ಶೇ. 115.6 ರಷ್ಟು ಸಾಧನೆಯಾಗಿರುತ್ತದೆ ಎಂದರು. ಮಾನ್ಯ ಆರೋಗ್ಯ ಸಚಿವರ ಸಹಯೋಗದೊಂದಿಗೆ ರೂ. 20,000 ಗಳು, ಪದವಿಯಲ್ಲಿ ರೂ. 25,000 ರಿಂದ ಸ್ನಾತಕೋತ್ತರ ಪದವಿಗೆ ರೂ. 30,000 ಗಳು ಮತ್ತು ವೃತ್ತಿಪರ ಕೋರ್ಸ್‌ಗಳಾದ ಮೆಡಿಕಲ್, ಇಂಜಿನಿಯರಿಂಗ್‌ನಲ್ಲಿ ರೂ. 35,000 ಗಳವರೆಗೆ ಪ್ರೋತ್ಸಾಹಧನ ವಿತರಿಸಲಾಗಿರುತ್ತದೆ. ಪರಿಶಿಷ್ಟ ಜಾತಿ ಉಪಯೋಜನೆ ಹಾಗೂ ಗಿರಿಜನ ಉಪಯೋಜನೆಯಡಿ ಒಟ್ಟಾರೆ ರೂ. 769.16 ಲಕ್ಷಗಳ ವೆಚ್ಚ ಭರಿಸಲಾಗಿರುತ್ತದೆ ಎಂದು ತಿಳಿಸಿದರು. xyxy=(338,976,713,1156)
section-text-kalyana-karnataka: 2024–25ನೇ ಸಾಲಿನಲ್ಲಿ ಕಲ್ಯಾಣ ಕರ್ನಾಟಕ ಪ್ರದೇಶ ಅಭಿವೃದ್ಧಿ ಮಂಡಳಿಯ ಅನುದಾನದಲ್ಲಿ 265 ಶಾಲೆಗಳಿಗೆ ಹೊಸ ಕೊಠಡಿಗಳ ನಿರ್ಮಾಣ ಹಾಗೂ ಮೂಲಭೂತ ಸೌಕರ್ಯಗಳನ್ನು ಒದಗಿಸಲಾಗಿದೆ. ಸದರಿ ಅನುದಾನದಲ್ಲಿ 18 ಹೊಸ ಅಂಗನವಾಡಿಗಳು ಮತ್ತು 4 ಬಾಲ ಭವನಗಳನ್ನು ನಿರ್ಮಾಣ ಮಾಡಲು ಉದ್ದೇಶಿಸಲಾಗಿದೆ. 7 ಸಮುದಾಯ ಆರೋಗ್ಯ ಕೇಂದ್ರಗಳಿಗೆ ವೈದ್ಯಕೀಯ ಉಪಕರಣಗಳನ್ನು ಖರೀದಿಸಲಾಗಿದೆ. ಜಿಲ್ಲೆಯಲ್ಲಿ 29 ವಸತಿ ನಿಲಯಗಳಿಗೆ ಮೂಲಭೂತ ಸೌಕರ್ಯಗಳನ್ನು ಒದಗಿಸಲಾಗಿದೆ. ಕಲ್ಯಾಣ ಕರ್ನಾಟಕ ಪ್ರದೇಶಾಭಿವೃದ್ಧಿ ಮಂಡಳಿ ಸ್ಥಾಪನೆಯಿಂದ ಈ ಭಾಗದ ಸರ್ವತೋಮುಖ ಅಭಿವೃದ್ಧಿಗೆ ತುಂಬಾ ಅನುಕೂಲವಾಗಿದೆ. 2025–26ನೇ ಸಾಲಿಗೆ ಕಲ್ಯಾಣ ಕರ್ನಾಟಕ ಪ್ರದೇಶ ಅಭಿವೃದ್ಧಿ ಯೋಜನೆ ಅಡಿಯಲ್ಲಿ ಕೊಪ್ಪಳ ಜಿಲ್ಲೆಗೆ ಮೈಕ್ರೋ ವಲಯದಲ್ಲಿ ರೂ. 236.39 ಕೋಟಿ ಹಾಗೂ ಮ್ಯಾಕ್ರೋ ವಲಯದಲ್ಲಿ ರೂ. 99.68 ಕೋಟಿ ಹೀಗೆ ಒಟ್ಟು ರೂ. 336.08 ಕೋಟಿ ಅನುದಾನವನ್ನು ನಿಗದಿಪಡಿಸಲಾಗಿದೆ ಎಂದು ತಿಳಿಸಿದರು. xyxy=(730,572,1105,813)
sangolli-rayanna-tribute-photo-2 xyxy=(1113,759,1467,920)
registration-dot xyxy=(54,2440,61,2448)
registration-dot xyxy=(64,2440,72,2448)
section-title-sangolli: ಸಂಗೊಳ್ಳಿ ರಾಯಣ್ಣ ಭಾವಚಿತ್ರಕ್ಕೆ ಪುಷ್ಪಾರ್ಚನೆ: xyxy=(730,1252,1105,1288)
section-title-shikshana: ಶಿಕ್ಷಣ ಇಲಾಖೆ: xyxy=(338,1354,713,1390)
registration-dot xyxy=(1427,2440,1434,2448)
registration-marks-left xyxy=(43,2440,86,2448)
registration-dot xyxy=(735,2440,742,2448)
